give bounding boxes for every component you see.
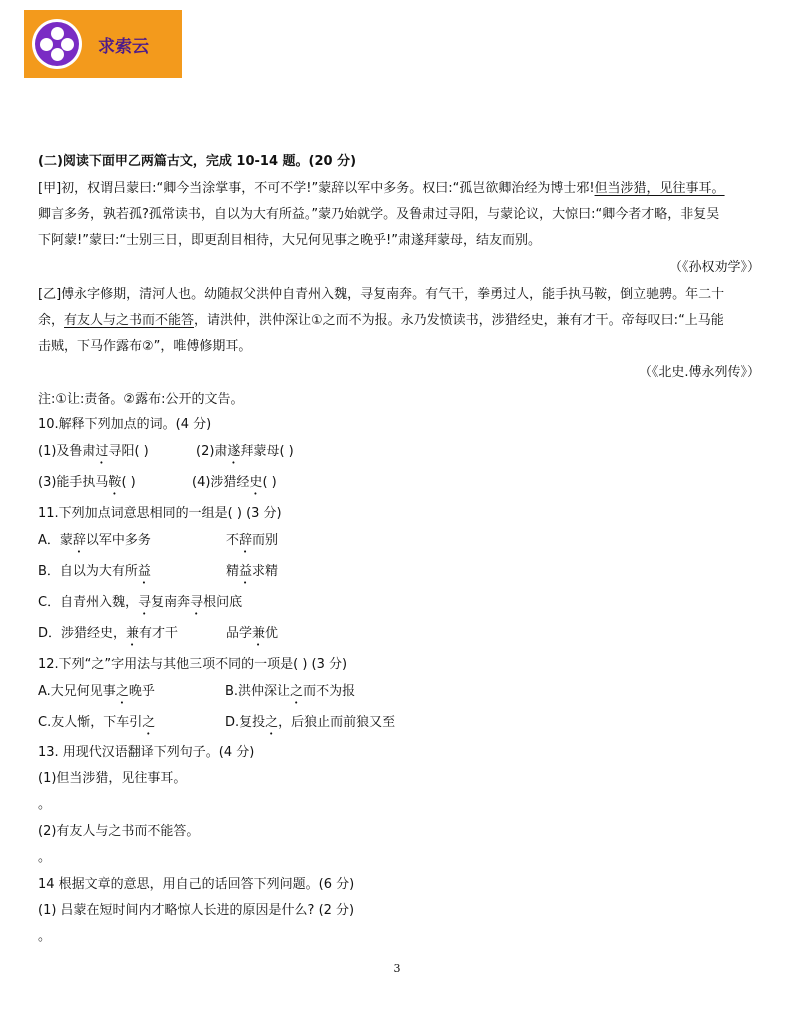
q11-option-a-2: 不辞而别 — [226, 533, 279, 548]
yi-line-2: 余，有友人与之书而不能答，请洪仲，洪仲深让①之而不为报。永乃发愤读书，涉猎经史，兼有才干。帝每叹曰:“上马能 — [38, 313, 724, 328]
q10-title: 10.解释下列加点的词。(4 分) — [38, 417, 212, 432]
q13-sentence-1: (1)但当涉猎，见往事耳。 — [38, 771, 187, 786]
q11-title: 11.下列加点词意思相同的一组是( ) (3 分) — [38, 506, 282, 521]
four-petal-flower-icon — [32, 19, 82, 69]
q10-item-3: (3)能手执马鞍( ) — [38, 475, 136, 490]
yi-line-1: [乙]傅永字修期，清河人也。幼随叔父洪仲自青州入魏，寻复南奔。有气干，拳勇过人，能手执马鞍，倒立驰骋。年二十 — [38, 287, 725, 302]
q11-option-d: D．涉猎经史，兼有才干 — [38, 626, 179, 641]
q12-option-d: D.复投之，后狼止而前狼又至 — [225, 715, 396, 730]
q14-answer-1: 。 — [38, 929, 52, 944]
q11-option-d-2: 品学兼优 — [226, 626, 279, 641]
q12-option-c: C.友人惭，下车引之 — [38, 715, 156, 730]
q11-option-a: A．蒙辞以军中多务 — [38, 533, 151, 548]
q11-option-c: C．自青州入魏，寻复南奔寻根问底 — [38, 595, 243, 610]
section-heading: (二)阅读下面甲乙两篇古文，完成 10-14 题。(20 分) — [38, 154, 357, 169]
q14-question-1: (1) 吕蒙在短时间内才略惊人长进的原因是什么? (2 分) — [38, 903, 355, 918]
logo-text: 求索云 — [98, 36, 149, 57]
logo — [24, 10, 182, 78]
q12-title: 12.下列“之”字用法与其他三项不同的一项是( ) (3 分) — [38, 657, 348, 672]
q13-answer-1: 。 — [38, 797, 52, 812]
q13-title: 13. 用现代汉语翻译下列句子。(4 分) — [38, 745, 255, 760]
q12-option-a: A.大兄何见事之晚乎 — [38, 684, 155, 699]
jia-line-2: 卿言多务，孰若孤?孤常读书，自以为大有所益。”蒙乃始就学。及鲁肃过寻阳，与蒙论议，大惊曰:“卿今者才略，非复吴 — [38, 207, 720, 222]
q13-sentence-2: (2)有友人与之书而不能答。 — [38, 824, 200, 839]
page-number: 3 — [393, 962, 401, 975]
jia-source: （《孙权劝学》） — [668, 260, 760, 275]
q10-item-2: (2)肃遂拜蒙母( ) — [196, 444, 294, 459]
underlined-sentence: 但当涉猎，见往事耳。 — [594, 181, 725, 196]
q13-answer-2: 。 — [38, 850, 52, 865]
q10-item-4: (4)涉猎经史( ) — [192, 475, 277, 490]
q11-option-b-2: 精益求精 — [226, 564, 279, 579]
underlined-sentence: 有友人与之书而不能答 — [64, 313, 195, 328]
jia-line-3: 下阿蒙!”蒙曰:“士别三日，即更刮目相待，大兄何见事之晚乎!”肃遂拜蒙母，结友而别。 — [38, 233, 542, 248]
yi-line-3: 击贼，下马作露布②”，唯傅修期耳。 — [38, 339, 252, 354]
annotation-note: 注:①让:责备。②露布:公开的文告。 — [38, 392, 244, 407]
q14-title: 14 根据文章的意思，用自己的话回答下列问题。(6 分) — [38, 877, 355, 892]
yi-source: （《北史.傅永列传》） — [638, 365, 760, 380]
q12-option-b: B.洪仲深让之而不为报 — [225, 684, 356, 699]
jia-line-1: [甲]初，权谓吕蒙曰:“卿今当涂掌事，不可不学!”蒙辞以军中多务。权曰:“孤岂欲卿治经为博士邪!但当涉猎，见往事耳。 — [38, 181, 725, 196]
q10-item-1: (1)及鲁肃过寻阳( ) — [38, 444, 149, 459]
q11-option-b: B．自以为大有所益 — [38, 564, 151, 579]
